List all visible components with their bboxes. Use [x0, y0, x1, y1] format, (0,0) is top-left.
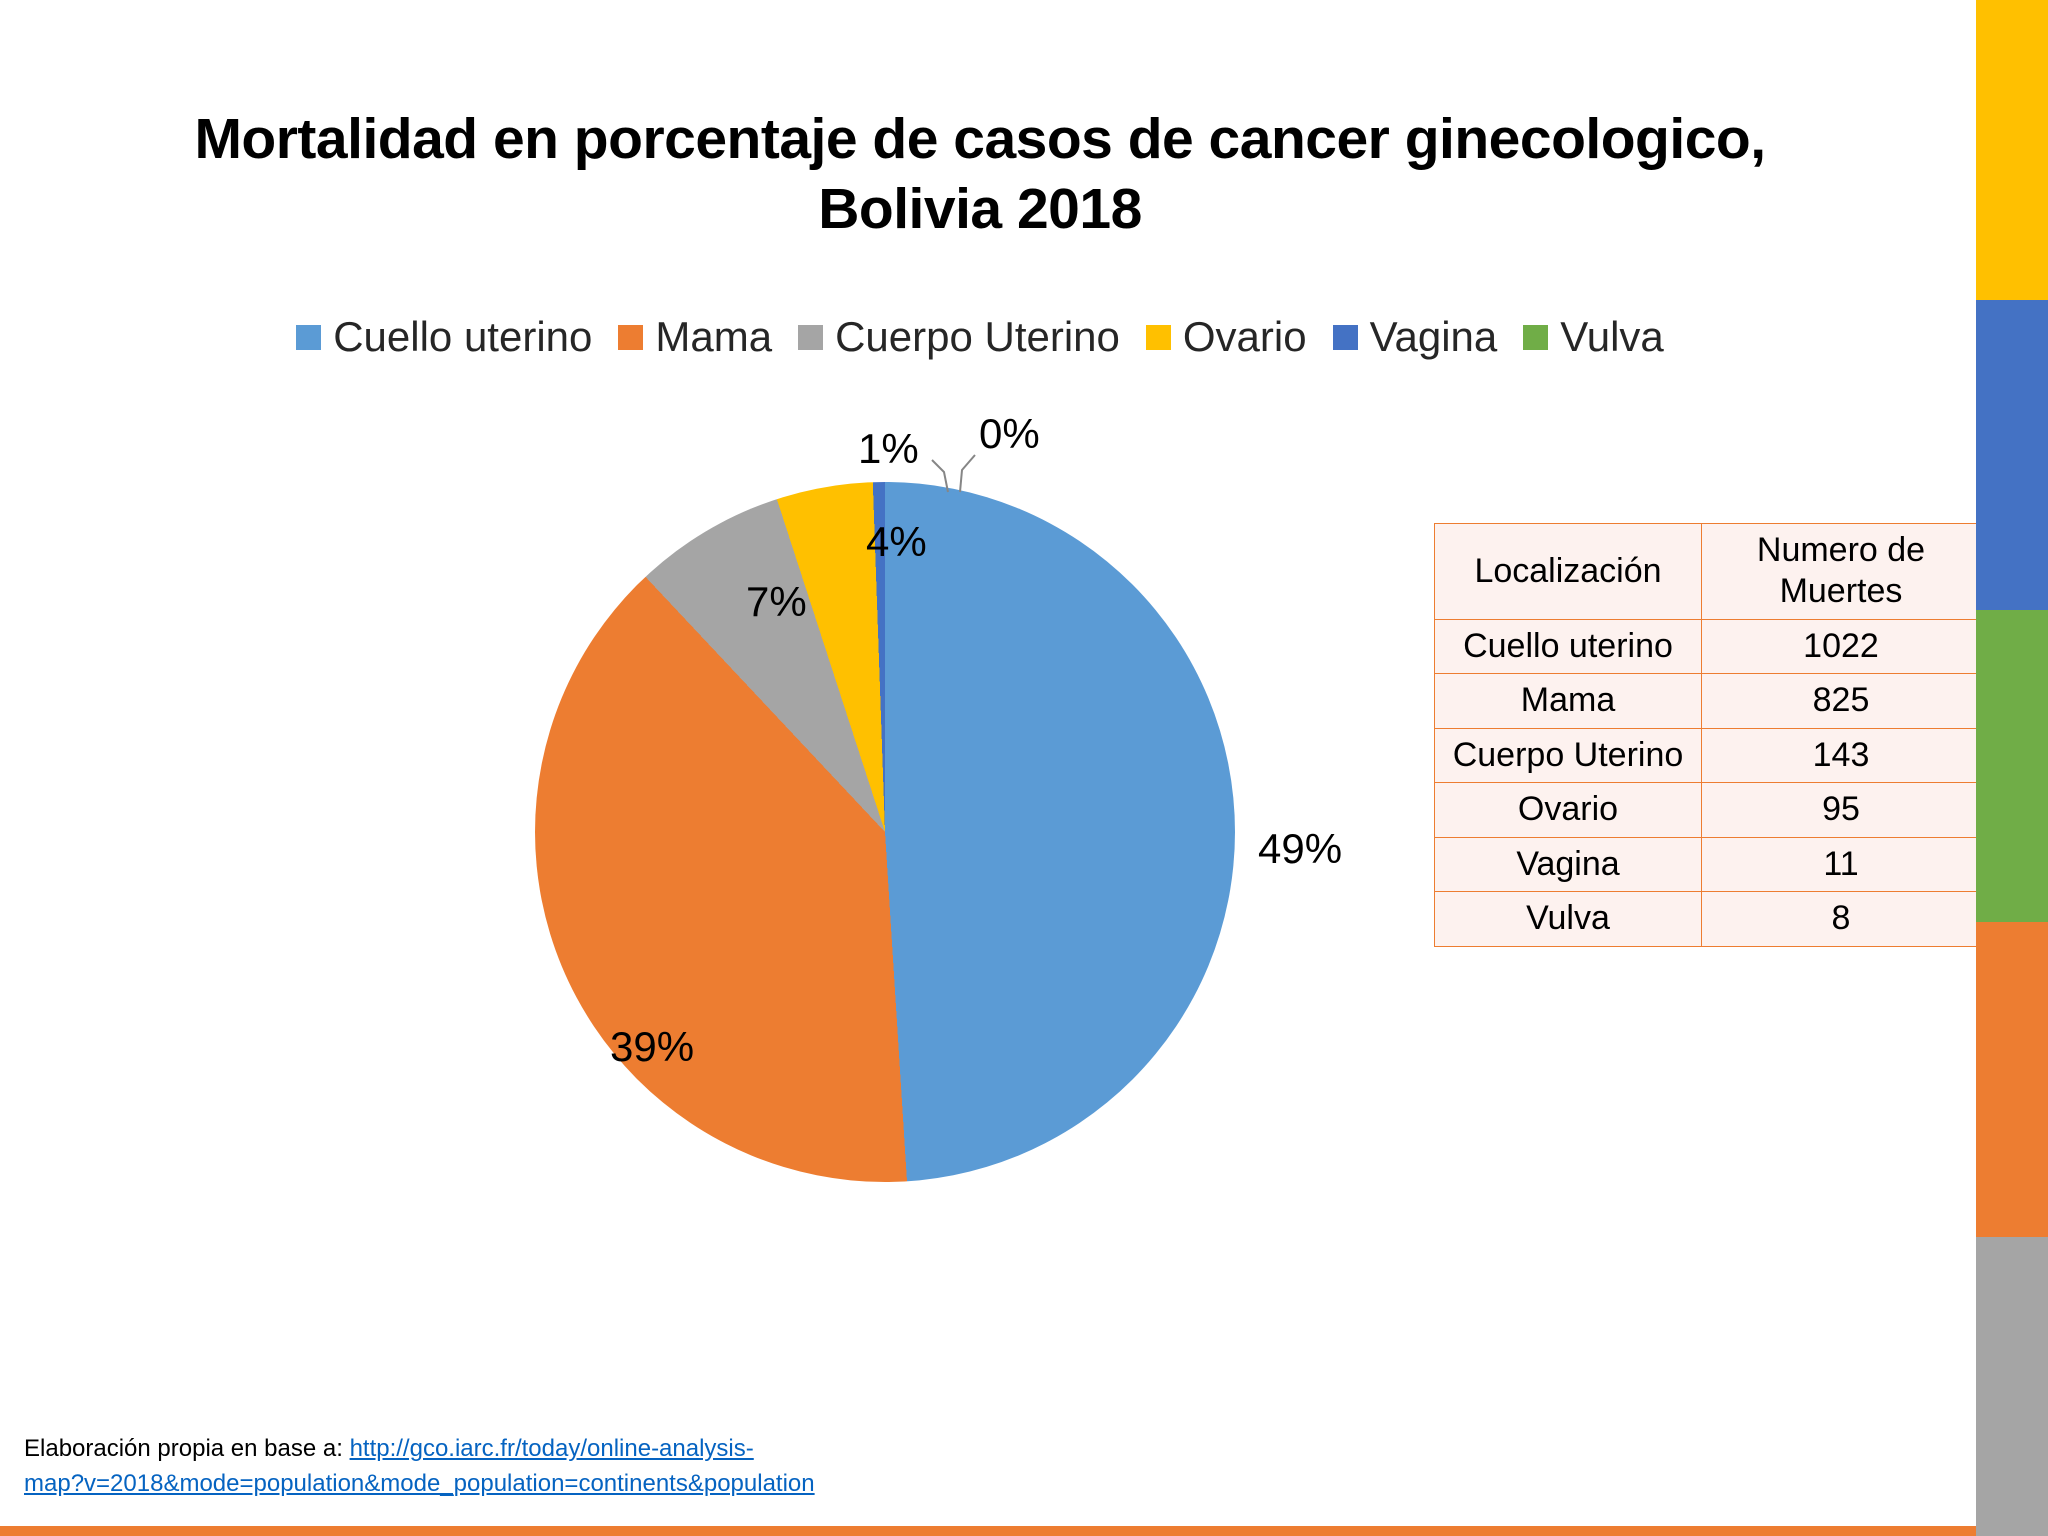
legend-item-label: Cuello uterino — [333, 313, 593, 360]
pie-label-mama: 39% — [610, 1023, 695, 1070]
legend-swatch-icon — [1146, 325, 1171, 350]
page-title: Mortalidad en porcentaje de casos de cancer ginecologico, Bolivia 2018 — [194, 107, 1766, 241]
table-row — [1435, 728, 1981, 782]
cell-muertes: 8 — [1702, 892, 1981, 946]
chart-legend — [120, 313, 1840, 361]
legend-item-label: Vulva — [1560, 313, 1664, 360]
decorative-color-strip — [1976, 0, 2048, 1536]
legend-swatch-icon — [798, 325, 823, 350]
legend-item-label: Mama — [655, 313, 773, 360]
pie-slices — [535, 482, 1235, 1182]
cell-localizacion: Vulva — [1435, 892, 1702, 946]
legend-swatch-icon — [296, 325, 321, 350]
legend-item-vulva[interactable] — [1523, 313, 1664, 361]
strip-band-orange — [1976, 922, 2048, 1237]
table-row — [1435, 892, 1981, 946]
legend-item-vagina[interactable] — [1333, 313, 1498, 361]
source-note — [24, 1432, 1324, 1502]
legend-swatch-icon — [1333, 325, 1358, 350]
legend-item-label: Cuerpo Uterino — [835, 313, 1120, 360]
pie-label-vagina: 1% — [858, 425, 919, 472]
pie-label-cuerpo-uterino: 7% — [746, 578, 807, 625]
cell-localizacion: Cuerpo Uterino — [1435, 728, 1702, 782]
decorative-bottom-bar — [0, 1526, 1976, 1536]
source-note-prefix: Elaboración propia en base a: — [24, 1435, 350, 1462]
table-row — [1435, 837, 1981, 891]
pie-chart — [535, 482, 1235, 1182]
legend-item-cuerpo-uterino[interactable] — [798, 313, 1120, 361]
strip-band-gray — [1976, 1237, 2048, 1536]
cell-muertes: 143 — [1702, 728, 1981, 782]
legend-swatch-icon — [618, 325, 643, 350]
legend-item-label: Vagina — [1369, 313, 1498, 360]
strip-band-blue — [1976, 300, 2048, 610]
legend-item-ovario[interactable] — [1146, 313, 1307, 361]
cell-muertes: 825 — [1702, 674, 1981, 728]
cell-localizacion: Ovario — [1435, 783, 1702, 837]
cell-localizacion: Vagina — [1435, 837, 1702, 891]
column-header-localizacion: Localización — [1435, 524, 1702, 620]
source-link-continued[interactable]: map?v=2018&mode=population&mode_population=continents&population — [24, 1469, 815, 1497]
cell-localizacion: Mama — [1435, 674, 1702, 728]
strip-band-green — [1976, 610, 2048, 922]
cell-muertes: 11 — [1702, 837, 1981, 891]
cell-localizacion: Cuello uterino — [1435, 619, 1702, 673]
source-link[interactable]: http://gco.iarc.fr/today/online-analysis- — [349, 1435, 754, 1462]
data-table — [1434, 523, 1981, 947]
pie-label-cuello-uterino: 49% — [1258, 825, 1343, 872]
table-row — [1435, 619, 1981, 673]
pie-label-vulva: 0% — [979, 410, 1040, 457]
table-row — [1435, 783, 1981, 837]
legend-item-cuello-uterino[interactable] — [296, 313, 592, 361]
table-row — [1435, 674, 1981, 728]
cell-muertes: 1022 — [1702, 619, 1981, 673]
pie-label-ovario: 4% — [866, 518, 927, 565]
cell-muertes: 95 — [1702, 783, 1981, 837]
column-header-numero-muertes: Numero de Muertes — [1702, 524, 1981, 620]
strip-band-yellow — [1976, 0, 2048, 300]
legend-item-label: Ovario — [1182, 313, 1307, 360]
legend-swatch-icon — [1523, 325, 1548, 350]
legend-item-mama[interactable] — [618, 313, 772, 361]
table-header-row — [1435, 524, 1981, 620]
